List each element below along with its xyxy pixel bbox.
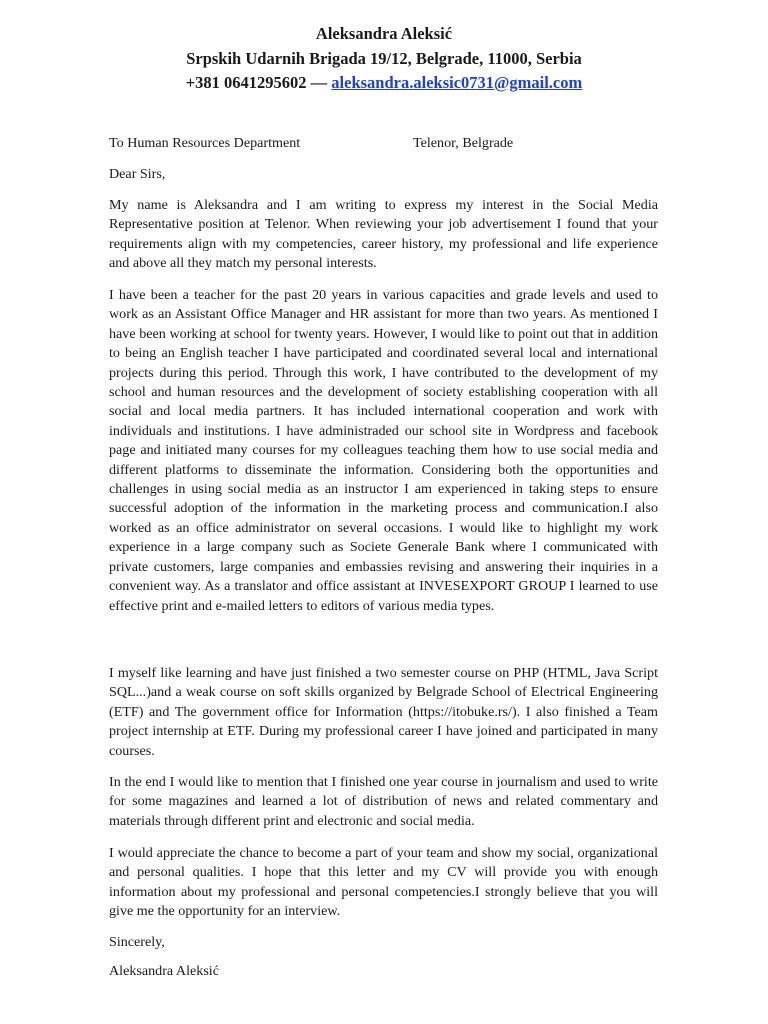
paragraph-introduction: My name is Aleksandra and I am writing to express my interest in the Social Media Representative position at Telenor. When reviewing your job advertisement I found that your requirements align with my competencies, career history, my professional and life experience and above all they match my personal interests. <box>109 197 658 272</box>
closing: Sincerely, <box>109 934 165 950</box>
sender-contact-line <box>0 71 768 96</box>
signature: Aleksandra Aleksić <box>109 963 219 979</box>
paragraph-experience: I have been a teacher for the past 20 years in various capacities and grade levels and used to work as an Assistant Office Manager and HR assistant for more than two years. As mentioned I have been working at school for twenty years. However, I would like to point out that in addition to being an English teacher I have participated and coordinated several local and international projects during this period. Through this work, I have contributed to the development of my school and human resources and the development of society establishing cooperation with all social and local media partners. It has included international cooperation and work with individuals and institutions. I have administraded our school site in Wordpress and facebook page and initiated many courses for my colleagues teaching them how to use social media and different platforms to disseminate the information. Considering both the opportunities and challenges in using social media as an instructor I am experienced in taking steps to ensure successful adoption of the information in the marketing process and communication.I also worked as an office administrator on several occasions. I would like to highlight my work experience in a large company such as Societe Generale Bank where I communicated with private customers, large companies and embassies revising and answering their inquiries in a convenient way. As a translator and office assistant at INVESEXPORT GROUP I learned to use effective print and e-mailed letters to editors of various media types. <box>109 287 658 614</box>
paragraph-conclusion: I would appreciate the chance to become a part of your team and show my social, organizational and personal qualities. I hope that this letter and my CV will provide you with enough information about my professional and personal competencies.I strongly believe that you will give me the opportunity for an interview. <box>109 845 658 920</box>
contact-separator: — <box>306 73 332 92</box>
paragraph-education: I myself like learning and have just finished a two semester course on PHP (HTML, Java Script SQL...)and a weak course on soft skills organized by Belgrade School of Electrical Engineering (ETF) and The government office for Information (https://itobuke.rs/). I also finished a Team project internship at ETF. During my professional career I have joined and participated in many courses. <box>109 665 658 759</box>
recipient-department: To Human Resources Department <box>109 135 301 151</box>
recipient-company: Telenor, Belgrade <box>413 135 514 151</box>
sender-email-link[interactable]: aleksandra.aleksic0731@gmail.com <box>331 73 583 92</box>
sender-name: Aleksandra Aleksić <box>315 24 453 43</box>
recipient-line <box>109 134 658 153</box>
paragraph-journalism: In the end I would like to mention that I finished one year course in journalism and used to write for some magazines and learned a lot of distribution of news and related commentary and materials through different print and electronic and social media. <box>109 774 658 829</box>
sender-address: Srpskih Udarnih Brigada 19/12, Belgrade, 11000, Serbia <box>186 48 582 68</box>
salutation: Dear Sirs, <box>109 166 166 182</box>
sender-phone: +381 0641295602 <box>185 73 307 92</box>
letter-header <box>0 22 768 96</box>
